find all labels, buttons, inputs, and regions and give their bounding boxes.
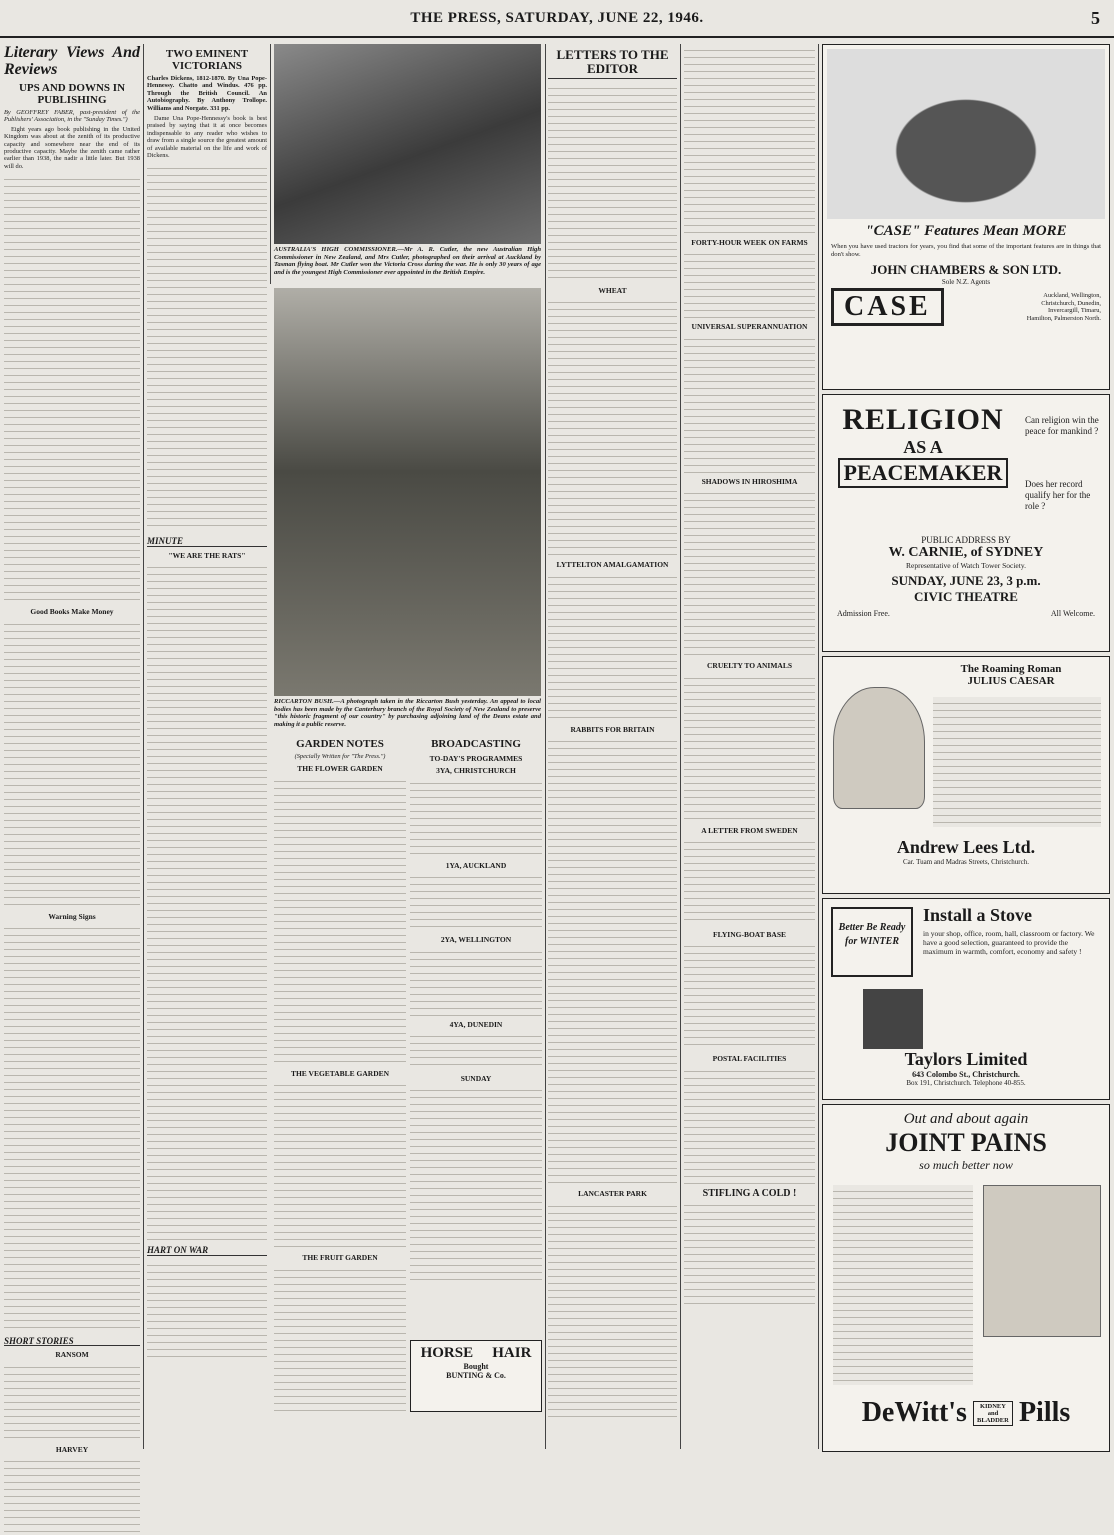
horse-hair-ad [410, 1340, 542, 1412]
ad-question: Can religion win the peace for mankind ? [1025, 415, 1099, 436]
subheading: "WE ARE THE RATS" [168, 550, 246, 560]
section-heading-short-stories: SHORT STORIES [4, 1338, 140, 1346]
case-tractor-ad [822, 44, 1110, 390]
body-text [274, 1079, 406, 1249]
subheading: UNIVERSAL SUPERANNUATION [691, 322, 808, 332]
body-text [274, 775, 406, 1065]
column-rule [545, 44, 546, 1449]
ad-title: JOINT PAINS [885, 1128, 1047, 1157]
ad-subtitle: so much better now [919, 1158, 1013, 1172]
taylors-stove-ad [822, 898, 1110, 1100]
ad-text: Bought [463, 1362, 489, 1371]
ad-where: CIVIC THEATRE [914, 589, 1018, 604]
body-text [4, 1361, 140, 1441]
column-rule [818, 44, 819, 1449]
body-text [684, 836, 815, 926]
ad-address: Car. Tuam and Madras Streets, Christchurch. [903, 858, 1029, 866]
body-text [684, 672, 815, 822]
column-letters-2 [684, 44, 815, 1449]
body-text [684, 333, 815, 473]
subheading: CRUELTY TO ANIMALS [706, 661, 793, 671]
body-text [147, 1259, 267, 1359]
column-broadcasting [410, 734, 542, 1334]
brand-badge: KIDNEY and BLADDER [973, 1401, 1013, 1426]
body-text [274, 1264, 406, 1414]
body-text [684, 248, 815, 318]
ad-title: Install a Stove [923, 905, 1033, 925]
body-text [4, 922, 140, 1332]
subheading: STIFLING A COLD ! [702, 1187, 797, 1199]
ad-text: HORSE [420, 1345, 474, 1361]
subheading: Warning Signs [48, 911, 96, 921]
subheading: FORTY-HOUR WEEK ON FARMS [691, 238, 808, 247]
column-rule [680, 44, 681, 1449]
body-text [410, 1084, 542, 1284]
stove-image [863, 989, 923, 1049]
section-heading-hart: HART ON WAR [147, 1247, 267, 1255]
ad-question: Does her record qualify her for the role ? [1025, 479, 1091, 511]
section-heading: Literary Views And Reviews [4, 44, 140, 78]
article-headline: GARDEN NOTES [296, 738, 384, 750]
ad-text: PUBLIC ADDRESS BY [921, 535, 1011, 545]
ad-company: JOHN CHAMBERS & SON LTD. [870, 262, 1062, 278]
section-heading-minute: MINUTE [147, 538, 267, 546]
andrew-lees-ad [822, 656, 1110, 894]
column-victorians [147, 44, 267, 1449]
ad-text: Admission Free. [837, 609, 890, 618]
brand-name: DeWitt's [861, 1397, 967, 1428]
subheading: SUNDAY [460, 1074, 492, 1084]
subheading: THE FLOWER GARDEN [297, 764, 383, 774]
subheading: WHEAT [598, 286, 627, 295]
body-text [548, 571, 677, 721]
religion-peacemaker-ad [822, 394, 1110, 652]
ad-towns: Auckland, Wellington, Christchurch, Dunedin, Invercargill, Timaru, Hamilton, Palmerston North. [1026, 292, 1101, 322]
photo-riccarton-bush [274, 288, 541, 696]
masthead [0, 6, 1114, 38]
station-heading: 2YA, WELLINGTON [440, 935, 512, 945]
masthead-title: THE PRESS, SATURDAY, JUNE 22, 1946. [410, 10, 704, 26]
station-heading: 1YA, AUCKLAND [445, 860, 507, 870]
ad-agents: Sole N.Z. Agents [941, 278, 991, 287]
column-literary [4, 44, 140, 1454]
column-rule [270, 44, 271, 284]
subheading: POSTAL FACILITIES [712, 1054, 787, 1064]
subheading: FLYING-BOAT BASE [712, 930, 786, 940]
ad-company: Taylors Limited [904, 1049, 1028, 1069]
article-headline: BROADCASTING [431, 738, 521, 750]
ad-company: Andrew Lees Ltd. [896, 837, 1036, 857]
ad-body: in your shop, office, room, hall, classroom or factory. We have a good selection, guaranteed to provide the maximum in warmth, comfort, economy and safety ! [923, 929, 1095, 956]
ad-box: Box 191, Christchurch. Telephone 40-855. [906, 1079, 1026, 1087]
subheading: TO-DAY'S PROGRAMMES [429, 754, 523, 763]
dewitts-pills-ad [822, 1104, 1110, 1452]
ad-address: 643 Colombo St., Christchurch. [912, 1070, 1020, 1079]
body-text [410, 946, 542, 1016]
column-garden [274, 734, 406, 1447]
body-text [4, 618, 140, 908]
column-rule [143, 44, 144, 1449]
body-text [684, 1065, 815, 1185]
subheading: HARVEY [55, 1444, 89, 1454]
tractor-image [827, 49, 1105, 219]
winter-badge: Better Be Ready for WINTER [831, 907, 913, 977]
subheading: RABBITS FOR BRITAIN [570, 724, 655, 734]
subheading: THE FRUIT GARDEN [302, 1253, 378, 1263]
photo-caption: RICCARTON BUSH.—A photograph taken in the Riccarton Bush yesterday. An appeal to local bodies has been made by the Canterbury branch of the Royal Society of New Zealand to preserve "this historic fragment of our country" by purchasing adjoining land of the Deans estate and making it a public reserve. [274, 698, 541, 728]
article-subtitle: (Specially Written for "The Press.") [294, 753, 386, 760]
ad-tagline: Out and about again [903, 1111, 1029, 1127]
byline: By GEOFFREY FABER, past-president of the Publishers' Association, in the "Sunday Times.") [4, 109, 140, 124]
article-paragraph: Eight years ago book publishing in the United Kingdom was about at the zenith of its productive capacity and somewhere near the end of its productive capacity. Maybe the zenith came rather earlier than 1938, the nadir a little later. But 1938 will do. [4, 125, 140, 170]
ad-speaker: W. CARNIE, of SYDNEY [888, 545, 1044, 560]
article-paragraph: Dame Una Pope-Hennessy's book is best praised by saying that it at once becomes indispensable to any reader who wishes to draw from a single source the greatest amount of available material on the life and work of Dickens. [147, 115, 267, 160]
ad-text: Representative of Watch Tower Society. [906, 561, 1026, 570]
ad-title: "CASE" Features Mean MORE [865, 223, 1067, 239]
case-logo: CASE [831, 288, 944, 326]
ad-body [933, 697, 1101, 827]
body-text [410, 871, 542, 931]
woman-illustration [983, 1185, 1101, 1337]
brand-name: Pills [1018, 1397, 1071, 1428]
ad-body [833, 1185, 973, 1385]
subheading: LANCASTER PARK [578, 1189, 647, 1199]
body-text [410, 777, 542, 857]
body-text [684, 44, 815, 234]
body-text [548, 296, 677, 556]
photo-caption: AUSTRALIA'S HIGH COMMISSIONER.—Mr A. R. Cutler, the new Australian High Commissioner in New Zealand, and Mrs Cutler, photographed on their arrival at Auckland by Tasman flying boat. Mr Cutler won the Victoria Cross during the war. He is only 30 years of age and is the youngest High Commissioner ever appointed in the British Empire. [274, 246, 541, 276]
ad-text: All Welcome. [1050, 609, 1095, 618]
body-text [684, 1199, 815, 1309]
article-headline: LETTERS TO THE EDITOR [548, 48, 677, 79]
body-text [147, 561, 267, 1241]
caesar-bust-image [833, 687, 925, 809]
body-text [548, 82, 677, 282]
ad-body: When you have used tractors for years, you find that some of the important features are in things that don't show. [831, 243, 1101, 258]
subheading: A LETTER FROM SWEDEN [701, 825, 798, 835]
article-headline: TWO EMINENT VICTORIANS [165, 48, 249, 72]
ad-headline: PEACEMAKER [838, 458, 1009, 488]
article-headline: UPS AND DOWNS IN PUBLISHING [18, 82, 126, 106]
body-text [4, 1455, 140, 1535]
body-text [4, 173, 140, 603]
ad-headline: AS A [903, 437, 943, 457]
subheading: SHADOWS IN HIROSHIMA [701, 476, 798, 486]
subheading: LYTTELTON AMALGAMATION [556, 560, 669, 570]
body-text [147, 162, 267, 532]
ad-when: SUNDAY, JUNE 23, 3 p.m. [891, 573, 1041, 588]
ad-text: HAIR [492, 1345, 532, 1361]
subheading: RANSOM [55, 1350, 89, 1360]
subheading: THE VEGETABLE GARDEN [290, 1068, 390, 1078]
column-letters [548, 44, 677, 1449]
subheading: Good Books Make Money [30, 607, 114, 617]
ad-headline: RELIGION [842, 403, 1004, 436]
ad-title: JULIUS CAESAR [967, 675, 1055, 687]
book-details: Charles Dickens, 1812-1870. By Una Pope-Hennessy. Chatto and Windus. 476 pp. Through the British Council. An Autobiography. By Anthony Trollope. Williams and Norgate. 331 pp. [147, 75, 267, 112]
station-heading: 3YA, CHRISTCHURCH [436, 766, 516, 776]
page-number: 5 [1091, 8, 1100, 28]
station-heading: 4YA, DUNEDIN [449, 1019, 503, 1029]
ad-text: BUNTING & Co. [446, 1371, 506, 1380]
body-text [684, 487, 815, 657]
body-text [684, 940, 815, 1050]
photo-high-commissioner [274, 44, 541, 244]
body-text [410, 1030, 542, 1070]
body-text [548, 735, 677, 1185]
body-text [548, 1200, 677, 1420]
ad-title: The Roaming Roman [960, 663, 1062, 675]
